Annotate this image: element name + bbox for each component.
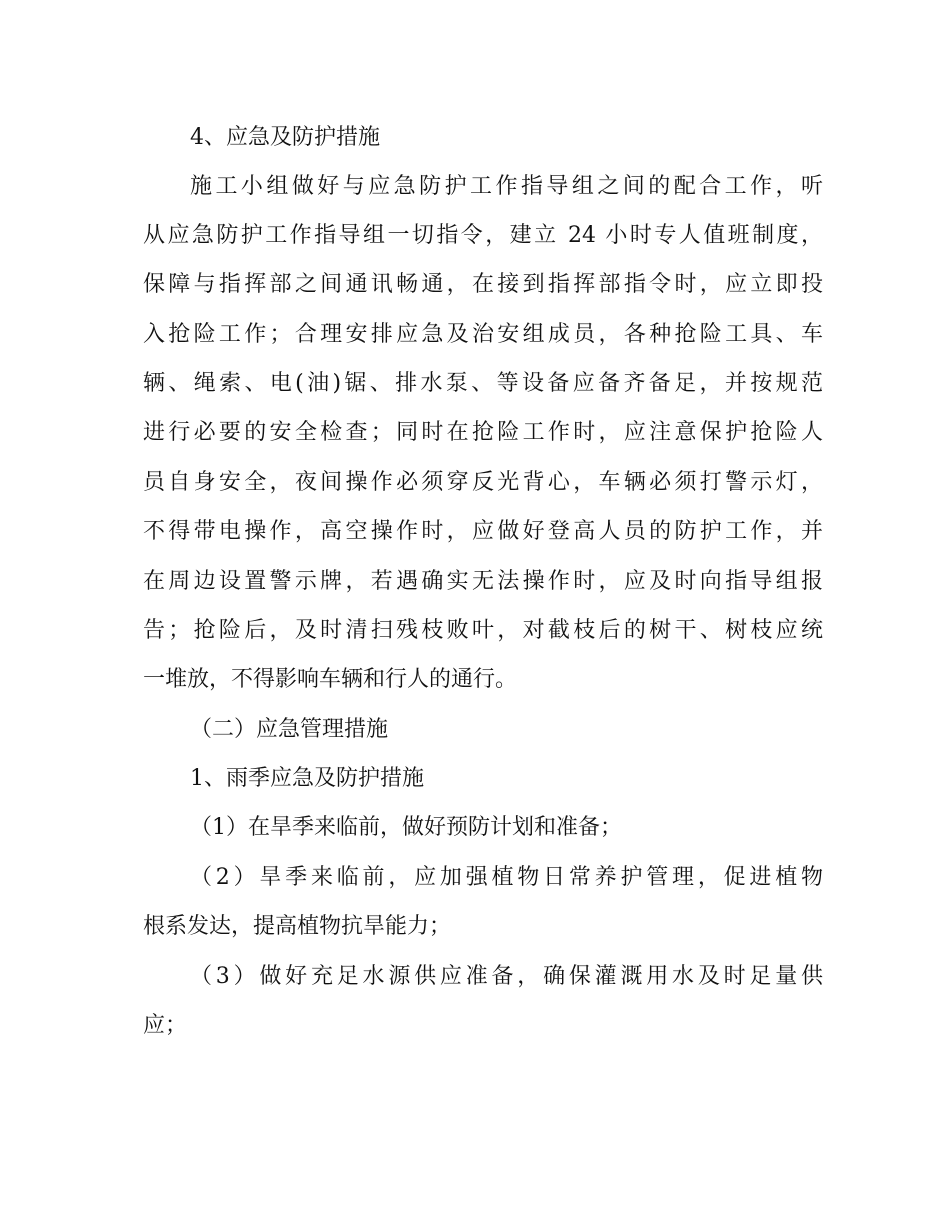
list-item-2-continuation: 根系发达，提高植物抗旱能力； [143,914,452,939]
paragraph-line: 辆、绳索、电(油)锯、排水泵、等设备应备齐备足，并按规范 [143,371,823,396]
paragraph-line: 员自身安全，夜间操作必须穿反光背心，车辆必须打警示灯， [143,470,823,495]
paragraph-line: 告；抢险后，及时清扫残枝败叶，对截枝后的树干、树枝应统 [143,618,823,643]
paragraph-line: 不得带电操作，高空操作时，应做好登高人员的防护工作，并 [143,519,823,544]
paragraph-line: 进行必要的安全检查；同时在抢险工作时，应注意保护抢险人 [143,420,823,445]
paragraph-line: 入抢险工作；合理安排应急及治安组成员，各种抢险工具、车 [143,322,823,347]
paragraph-line: 保障与指挥部之间通讯畅通，在接到指挥部指令时，应立即投 [143,272,823,297]
list-item-3-continuation: 应； [143,1013,188,1038]
list-item-2: （2）旱季来临前，应加强植物日常养护管理，促进植物 [190,865,823,890]
list-item-1: （1）在旱季来临前，做好预防计划和准备； [190,815,622,840]
section-4-heading: 4、应急及防护措施 [190,125,380,150]
section-2-heading: （二）应急管理措施 [190,717,389,742]
paragraph-line: 一堆放，不得影响车辆和行人的通行。 [143,667,518,692]
list-item-3: （3）做好充足水源供应准备，确保灌溉用水及时足量供 [190,964,823,989]
paragraph-line: 施工小组做好与应急防护工作指导组之间的配合工作，听 [190,174,823,199]
paragraph-line: 在周边设置警示牌，若遇确实无法操作时，应及时向指导组报 [143,569,823,594]
subsection-1-heading: 1、雨季应急及防护措施 [190,766,424,791]
paragraph-line: 从应急防护工作指导组一切指令，建立 24 小时专人值班制度， [143,223,823,248]
